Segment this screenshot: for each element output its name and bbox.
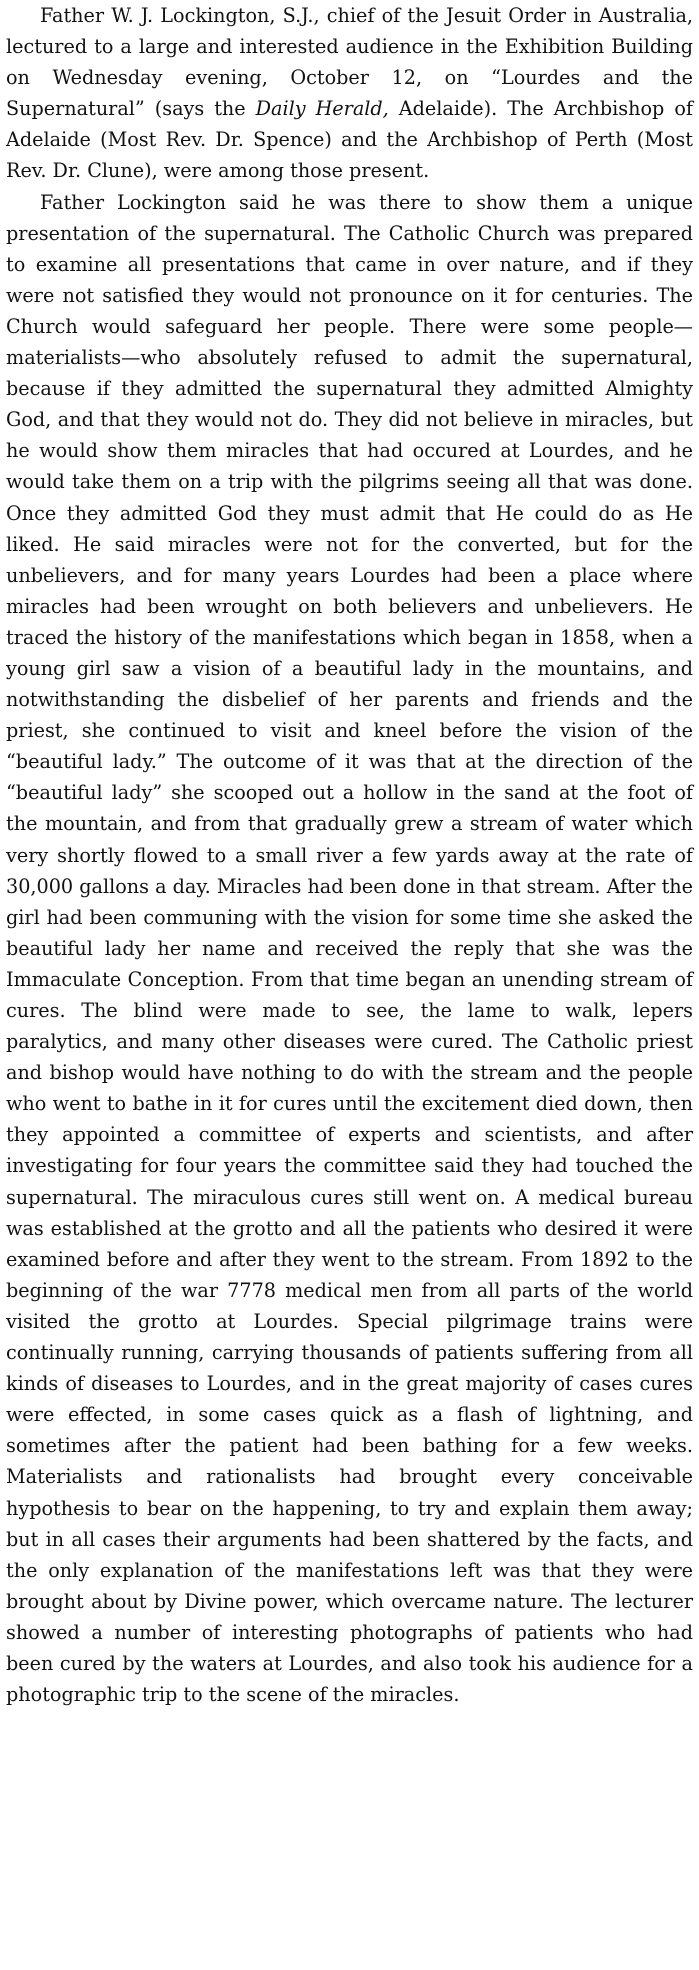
paragraph-1-text-end: Adelaide). The Archbishop of Adelaide (Most Rev. Dr. Spence) and the Archbishop of Perth (Most Rev. Dr. Clune), were among those present. bbox=[6, 97, 693, 183]
paragraph-1-text-start: Father W. J. Lockington, S.J., chief of the Jesuit Order in Australia, lectured to a large and interested audience in the Exhibition Building on Wednesday evening, October 12, on “Lourdes and the Supernatural” (says the bbox=[6, 4, 693, 121]
paragraph-2-text: Father Lockington said he was there to show them a unique presentation of the supernatural. The Catholic Church was prepared to examine all presentations that came in over nature, and if they were not satisfied they would not pronounce on it for centuries. The Church would safeguard her people. There were some people—materialists—who absolutely refused to admit the supernatural, because if they admitted the supernatural they admitted Almighty God, and that they would not do. They did not believe in miracles, but he would show them miracles that had occured at Lourdes, and he would take them on a trip with the pilgrims seeing all that was done. Once they admitted God they must admit that He could do as He liked. He said miracles were not for the converted, but for the unbelievers, and for many years Lourdes had been a place where miracles had been wrought on both believers and unbelievers. He traced the history of the manifestations which began in 1858, when a young girl saw a vision of a beautiful lady in the mountains, and notwithstanding the disbelief of her parents and friends and the priest, she continued to visit and kneel before the vision of the “beautiful lady.” The outcome of it was that at the direction of the “beautiful lady” she scooped out a hollow in the sand at the foot of the mountain, and from that gradually grew a stream of water which very shortly flowed to a small river a few yards away at the rate of 30,000 gallons a day. Miracles had been done in that stream. After the girl had been communing with the vision for some time she asked the beautiful lady her name and received the reply that she was the Immaculate Conception. From that time began an unending stream of cures. The blind were made to see, the lame to walk, lepers paralytics, and many other diseases were cured. The Catholic priest and bishop would have nothing to do with the stream and the people who went to bathe in it for cures until the excitement died down, then they appointed a committee of experts and scientists, and after investigating for four years the committee said they had touched the supernatural. The miraculous cures still went on. A medical bureau was established at the grotto and all the patients who desired it were examined before and after they went to the stream. From 1892 to the beginning of the war 7778 medical men from all parts of the world visited the grotto at Lourdes. Special pilgrimage trains were continually running, carrying thousands of patients suffering from all kinds of diseases to Lourdes, and in the great majority of cases cures were effected, in some cases quick as a flash of lightning, and sometimes after the patient had been bathing for a few weeks. Materialists and rationalists had brought every conceivable hypothesis to bear on the happening, to try and explain them away; but in all cases their arguments had been shattered by the facts, and the only explanation of the manifestations left was that they were brought about by Divine power, which overcame nature. The lecturer showed a number of interesting photographs of patients who had been cured by the waters at Lourdes, and also took his audience for a photographic trip to the scene of the miracles. bbox=[6, 190, 693, 1707]
article-paragraph-1 bbox=[6, 0, 693, 187]
article-paragraph-2 bbox=[6, 187, 693, 1711]
newspaper-name: Daily Herald, bbox=[255, 97, 389, 121]
